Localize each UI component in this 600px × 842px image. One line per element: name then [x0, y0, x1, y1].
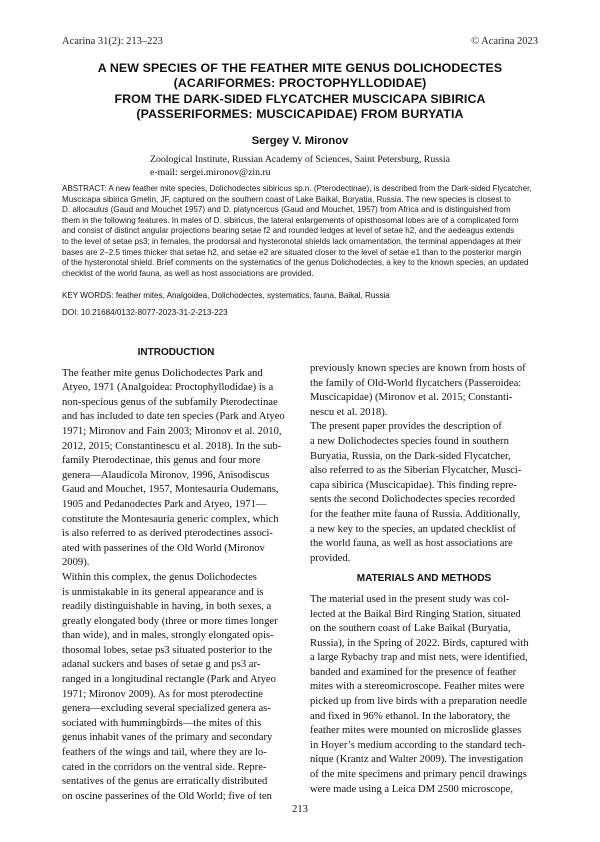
text-line: family Pterodectinae, this genus and four more [62, 455, 261, 467]
affiliation-institute: Zoological Institute, Russian Academy of Sciences, Saint Petersburg, Russia [150, 154, 450, 165]
text-line: and fixed in 96% ethanol. In the laboratory, the [310, 710, 510, 722]
text-line: a new key to the species, an updated checklist of [310, 523, 516, 535]
text-line: genera—excluding several specialized genera as- [62, 703, 271, 715]
title-line: (ACARIFORMES: PROCTOPHYLLODIDAE) [173, 76, 427, 91]
text-line: mites with a stereomicroscope. Feather mites were [310, 681, 525, 693]
text-line: Atyeo, 1971 (Analgoidea: Proctophyllodidae) is a [62, 382, 274, 394]
text-line: Gaud and Mouchet, 1957, Montesauria Oudemans, [62, 484, 279, 496]
text-line: Muscicapidae) (Mironov et al. 2015; Constanti- [310, 392, 513, 404]
text-line: feathers of the wings and tail, where they are lo- [62, 747, 267, 759]
text-line: Buryatia, Russia, on the Dark-sided Flycatcher, [310, 450, 511, 462]
text-line: readily distinguishable in having, in both sexes, a [62, 601, 272, 613]
text-line: 1971; Mironov and Fain 2003; Mironov et al. 2010, [62, 425, 282, 437]
author-affiliation [150, 153, 450, 179]
text-line: 2009). [62, 557, 90, 569]
intro-heading: INTRODUCTION [137, 347, 215, 358]
text-line: a new Dolichodectes species found in southern [310, 435, 509, 447]
text-line: greatly elongated body (three or more times longer [62, 615, 278, 627]
text-line: The material used in the present study was col- [310, 593, 510, 605]
text-line: for the feather mite fauna of Russia. Additionally, [310, 508, 521, 520]
text-line: capa sibirica (Muscicapidae). This finding repre- [310, 479, 517, 491]
abstract-line: bases are 2–2.5 times thicker that setae h2, and setae e2 are situated closer to the level of setae e1 than to the posterior margin [62, 247, 522, 257]
abstract-line: D. allocaulus (Gaud and Mouchet 1957) and D. platyncercus (Gaud and Mouchet, 1957) from Africa and is distinguished from [62, 205, 511, 215]
text-line: sociated with hummingbirds—the mites of this [62, 717, 262, 729]
text-line: 1971; Mironov 2009). As for most pterodectine [62, 688, 263, 700]
text-line: Russia), in the Spring of 2022. Birds, captured with [310, 637, 529, 649]
text-line: previously known species are known from hosts of [310, 363, 526, 374]
text-line: of the mite specimens and primary pencil drawings [310, 769, 527, 781]
page-number: 213 [292, 804, 308, 815]
text-line: on oscine passerines of the Old World; five of ten [62, 790, 272, 802]
right-column [310, 362, 538, 797]
text-line: were made using a Leica DM 2500 microscope, [310, 783, 513, 795]
text-line: ranged in a longitudinal rectangle (Park and Atyeo [62, 674, 276, 686]
left-column [62, 346, 290, 804]
text-line: genera—Alaudicola Mironov, 1996, Anisodiscus [62, 469, 270, 481]
text-line: 1905 and Pedanodectes Park and Atyeo, 1971— [62, 498, 267, 510]
text-line: than wide), and in males, strongly elongated opis- [62, 630, 274, 642]
author-email[interactable]: e-mail: sergei.mironov@zin.ru [150, 167, 271, 178]
abstract-line: and consist of distinct angular projections bearing setae f2 and rounded ledges at level of setae h2, and the aedeagus extends [62, 226, 515, 236]
text-line: non-specious genus of the subfamily Pterodectinae [62, 396, 278, 408]
text-line: a large Rybachy trap and mist nets, were identified, [310, 652, 528, 664]
abstract-line: to the level of setae ps3; in females, the prodorsal and hysteronotal shields lack ornamentation, the terminal appendages at their [62, 236, 522, 246]
abstract-line: checklist of the world fauna, as well as host associations are provided. [62, 268, 314, 278]
text-line: the family of Old-World flycatchers (Passeroidea: [310, 377, 522, 389]
text-line: The feather mite genus Dolichodectes Park and [62, 367, 263, 379]
text-line: thosomal lobes, setae ps3 situated posterior to the [62, 644, 273, 656]
abstract [62, 184, 538, 279]
text-line: constitute the Montesauria generic complex, which [62, 513, 279, 525]
text-line: also referred to as the Siberian Flycatcher, Musci- [310, 465, 522, 477]
abstract-line: Muscicapa sibirica Gmelin, JF, captured on the southern coast of Lake Baikal, Buryatia, Russia. The new species is closest to [62, 194, 511, 204]
text-line: nique (Krantz and Walter 2009). The investigation [310, 754, 524, 766]
text-line: Within this complex, the genus Dolichodectes [62, 571, 257, 583]
text-line: cated in the corridors on the ventral side. Repre- [62, 761, 267, 773]
copyright-notice: © Acarina 2023 [471, 36, 538, 47]
journal-reference: Acarina 31(2): 213–223 [62, 36, 163, 47]
title-line: (PASSERIFORMES: MUSCICAPIDAE) FROM BURYATIA [136, 107, 464, 122]
text-line: sentatives of the genus are erratically distributed [62, 776, 268, 788]
methods-heading: MATERIALS AND METHODS [356, 573, 492, 585]
text-line: is also referred to as derived pterodectines associ- [62, 528, 273, 540]
text-line: is unmistakable in its general appearance and is [62, 586, 264, 598]
title-line: A NEW SPECIES OF THE FEATHER MITE GENUS DOLICHODECTES [97, 61, 503, 75]
text-line: feather mites were mounted on microslide glasses [310, 725, 522, 737]
text-line: 2012, 2015; Constantinescu et al. 2018). In the sub- [62, 440, 282, 452]
text-line: picked up from live birds with a preparation needle [310, 696, 528, 708]
text-line: sents the second Dolichodectes species recorded [310, 494, 516, 506]
text-line: genus inhabit vanes of the primary and secondary [62, 732, 273, 744]
doi-line[interactable]: DOI: 10.21684/0132-8077-2023-31-2-213-223 [62, 308, 228, 317]
text-line: The present paper provides the description of [310, 421, 502, 433]
text-line: lected at the Baikal Bird Ringing Station, situated [310, 608, 521, 620]
text-line: provided. [310, 552, 351, 564]
article-title [62, 61, 538, 123]
author-name: Sergey V. Mironov [251, 135, 349, 147]
text-line: and has included to date ten species (Park and Atyeo [62, 411, 285, 423]
text-line: in Hoyer’s medium according to the standard tech- [310, 739, 526, 751]
abstract-line: them in the following features. In males of D. sibiricus, the lateral enlargements of opisthosomal lobes are of a complicated form [62, 215, 519, 225]
text-line: banded and examined for the presence of feather [310, 666, 517, 678]
keywords: KEY WORDS: feather mites, Analgoidea, Dolichodectes, systematics, fauna, Baikal, Russia [62, 291, 390, 300]
abstract-line: ABSTRACT: A new feather mite species, Dolichodectes sibiricus sp.n. (Pterodectinae), is described from the Dark-sided Flycatcher, [62, 184, 532, 193]
text-line: the world fauna, as well as host associations are [310, 538, 513, 550]
text-line: ated with passerines of the Old World (Mironov [62, 542, 265, 554]
text-line: on the southern coast of Lake Baikal (Buryatia, [310, 623, 511, 635]
text-line: nescu et al. 2018). [310, 406, 388, 418]
title-line: FROM THE DARK-SIDED FLYCATCHER MUSCICAPA SIBIRICA [114, 91, 486, 106]
abstract-line: of the hysteronotal shield. Brief comments on the systematics of the genus Dolichodectes, a key to the known species, an updated [62, 258, 529, 268]
text-line: adanal suckers and bases of setae g and ps3 ar- [62, 659, 261, 671]
